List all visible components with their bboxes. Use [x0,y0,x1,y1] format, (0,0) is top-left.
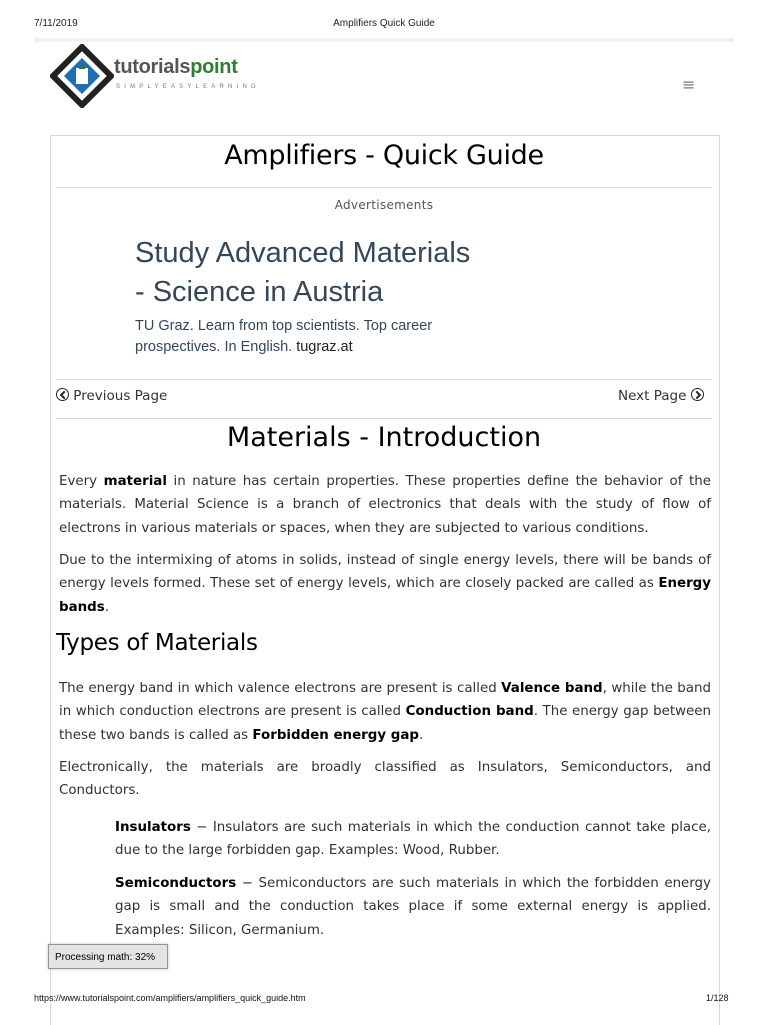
mathjax-processing-status: Processing math: 32% [48,944,168,969]
divider [56,418,712,419]
site-header [34,38,734,112]
insulators-item: Insulators − Insulators are such materials in which the conduction cannot take place, due to the large forbidden gap. Examples: Wood, Rubber. [115,820,711,859]
semiconductors-item: Semiconductors − Semiconductors are such materials in which the forbidden energy gap is small and the conduction takes place if some external energy is applied. Examples: Silicon, Germanium. [115,876,711,938]
print-title: Amplifiers Quick Guide [333,18,435,29]
classification-paragraph: Electronically, the materials are broadly classified as Insulators, Semiconductors, and Conductors. [59,760,711,799]
subsection-title: Types of Materials [56,630,258,656]
page-number: 1/128 [706,993,729,1003]
advertisements-label: Advertisements [334,198,434,212]
circle-arrow-right-icon [691,388,704,401]
ad-headline[interactable]: Study Advanced Materials - Science in Austria [135,237,471,308]
hamburger-menu-icon[interactable]: ≡ [682,75,696,94]
logo-icon [50,44,114,108]
page-title: Amplifiers - Quick Guide [224,140,544,171]
divider [56,187,712,188]
ad-link[interactable]: tugraz.at [296,339,353,355]
next-page-label: Next Page [618,388,687,404]
previous-page-link[interactable] [56,388,167,404]
logo-tagline: SIMPLYEASYLEARNING [116,84,260,90]
previous-page-label: Previous Page [73,388,168,404]
section-title: Materials - Introduction [226,422,542,453]
divider [56,379,712,380]
semiconductors-term: Semiconductors [115,876,237,891]
next-page-link[interactable] [618,388,704,404]
intro-paragraph-2: Due to the intermixing of atoms in solids, instead of single energy levels, there will be bands of energy levels formed. These set of energy levels, which are closely packed are called as Energy bands. [59,553,711,615]
bands-paragraph: The energy band in which valence electrons are present is called Valence band, while the band in which conduction electrons are present is called Conduction band. The energy gap between these two bands is called as Forbidden energy gap. [59,681,711,743]
ad-body[interactable]: TU Graz. Learn from top scientists. Top career prospectives. In English. tugraz.at [135,318,433,355]
print-header [0,0,768,29]
insulators-term: Insulators [115,820,191,835]
page-url: https://www.tutorialspoint.com/amplifiers/amplifiers_quick_guide.htm [34,993,306,1003]
circle-arrow-left-icon [56,388,69,401]
print-date: 7/11/2019 [34,18,78,29]
site-logo[interactable] [50,44,290,108]
intro-paragraph-1: Every material in nature has certain properties. These properties define the behavior of the materials. Material Science is a branch of electronics that deals with the study of flow of electrons in various materials or spaces, when they are subjected to various conditions. [59,474,711,536]
logo-wordmark: tutorialspoint [114,56,238,78]
